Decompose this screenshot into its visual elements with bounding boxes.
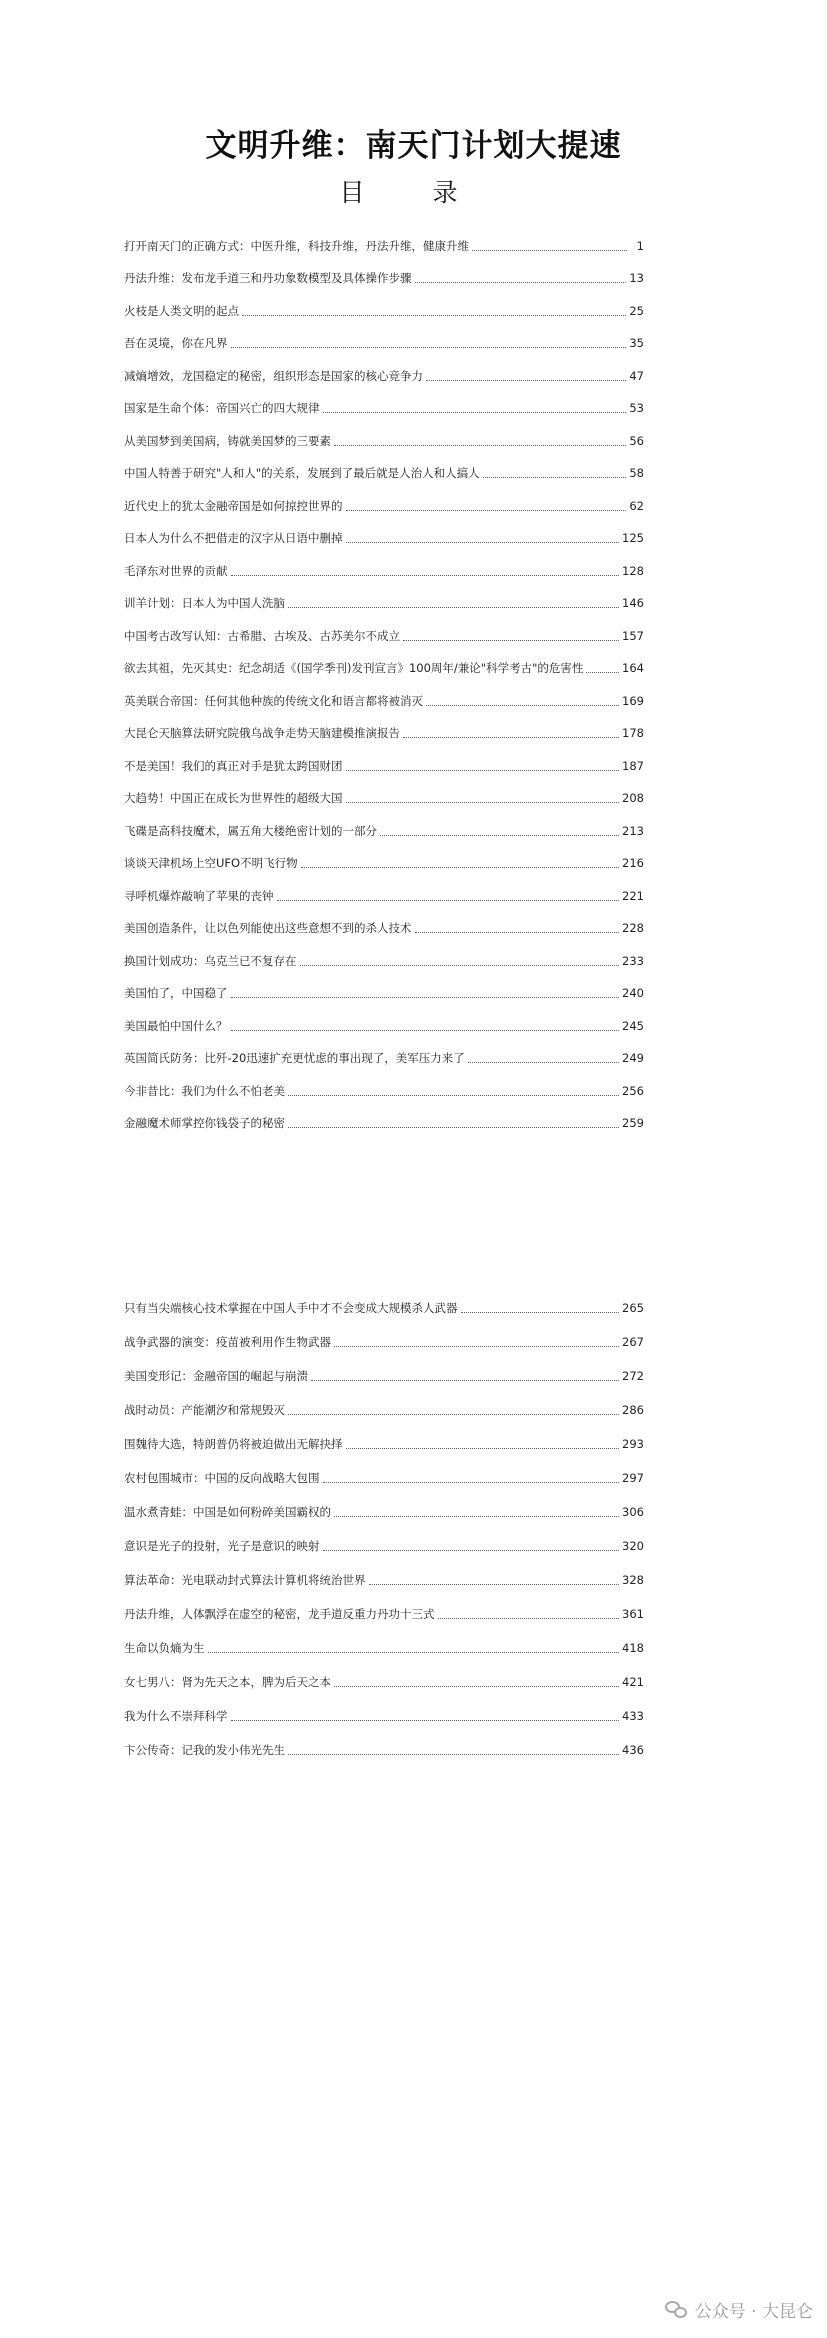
toc-entry-title: 打开南天门的正确方式：中医升维，科技升维，丹法升维，健康升维	[124, 238, 469, 253]
toc-entry-page: 13	[629, 271, 644, 285]
toc-entry-title: 战时动员：产能潮汐和常规毁灭	[124, 1403, 285, 1417]
toc-leader-dots	[472, 250, 627, 251]
toc-leader-dots	[426, 705, 619, 706]
toc-entry-page: 293	[622, 1437, 644, 1451]
toc-entry-title: 减熵增效，龙国稳定的秘密，组织形态是国家的核心竞争力	[124, 368, 423, 383]
toc-entry-page: 361	[622, 1607, 644, 1621]
toc-entry-title: 意识是光子的投射，光子是意识的映射	[124, 1539, 320, 1553]
watermark-text: 公众号 · 大昆仑	[694, 2302, 813, 2322]
toc-entry-title: 近代史上的犹太金融帝国是如何掠控世界的	[124, 498, 343, 513]
toc-leader-dots	[231, 347, 627, 348]
toc-entry[interactable]	[124, 1656, 644, 1690]
toc-entry[interactable]	[124, 1350, 644, 1384]
toc-entry-page: 421	[622, 1675, 644, 1689]
toc-leader-dots	[288, 1754, 619, 1755]
toc-entry-page: 433	[622, 1709, 644, 1723]
toc-entry-page: 228	[622, 921, 644, 935]
toc-entry-title: 吾在灵境，你在凡界	[124, 336, 228, 350]
toc-leader-dots	[415, 932, 620, 933]
toc-entry-title: 英国简氏防务：比歼-20迅速扩充更忧虑的事出现了，美军压力来了	[124, 1051, 465, 1065]
toc-entry-page: 436	[622, 1743, 644, 1757]
toc-entry-title: 美国最怕中国什么？	[124, 1018, 228, 1033]
toc-entry[interactable]	[124, 1384, 644, 1418]
toc-list-part2	[124, 1282, 644, 1758]
toc-entry[interactable]	[124, 969, 644, 1002]
toc-entry-title: 国家是生命个体：帝国兴亡的四大规律	[124, 401, 320, 415]
toc-leader-dots	[380, 835, 619, 836]
toc-entry-page: 240	[622, 986, 644, 1000]
toc-entry-title: 美国创造条件，让以色列能使出这些意想不到的杀人技术	[124, 921, 412, 935]
toc-entry-title: 训羊计划：日本人为中国人洗脑	[124, 596, 285, 610]
toc-entry-page: 245	[622, 1018, 644, 1033]
toc-leader-dots	[586, 672, 619, 673]
toc-entry-title: 欲去其祖，先灭其史：纪念胡适《(国学季刊)发刊宣言》100周年/兼论"科学考古"的危害性	[124, 661, 584, 675]
toc-heading: 目 录	[339, 178, 488, 207]
toc-entry[interactable]	[124, 1034, 644, 1067]
toc-leader-dots	[311, 1380, 619, 1381]
toc-entry[interactable]	[124, 1316, 644, 1350]
toc-entry[interactable]	[124, 741, 644, 774]
toc-entry-title: 谈谈天津机场上空UFO不明飞行物	[124, 856, 298, 870]
toc-leader-dots	[346, 510, 627, 511]
toc-entry[interactable]	[124, 481, 644, 514]
toc-entry-page: 265	[622, 1301, 644, 1315]
toc-entry-title: 只有当尖端核心技术掌握在中国人手中才不会变成大规模杀人武器	[124, 1301, 458, 1315]
toc-entry[interactable]	[124, 1486, 644, 1520]
toc-entry-page: 1	[636, 238, 644, 253]
toc-entry-title: 围魏待大选，特朗普仍将被迫做出无解抉择	[124, 1437, 343, 1451]
toc-entry[interactable]	[124, 1099, 644, 1132]
toc-entry-page: 56	[629, 433, 644, 448]
toc-leader-dots	[346, 1448, 620, 1449]
toc-entry-title: 女七男八：肾为先天之本，脾为后天之本	[124, 1675, 331, 1689]
toc-leader-dots	[300, 965, 620, 966]
toc-entry-page: 328	[622, 1573, 644, 1587]
toc-entry-title: 我为什么不崇拜科学	[124, 1709, 228, 1723]
toc-entry[interactable]	[124, 1588, 644, 1622]
toc-entry-page: 169	[622, 693, 644, 708]
toc-entry[interactable]	[124, 254, 644, 287]
toc-leader-dots	[288, 1127, 619, 1128]
toc-leader-dots	[369, 1584, 620, 1585]
toc-entry-page: 58	[629, 466, 644, 480]
toc-entry[interactable]	[124, 546, 644, 579]
toc-entry-page: 164	[622, 661, 644, 675]
toc-entry-page: 233	[622, 953, 644, 968]
toc-entry-page: 178	[622, 726, 644, 740]
toc-entry[interactable]	[124, 904, 644, 937]
toc-entry[interactable]	[124, 1554, 644, 1588]
toc-entry[interactable]	[124, 1066, 644, 1099]
toc-entry[interactable]	[124, 449, 644, 482]
toc-entry-page: 256	[622, 1083, 644, 1098]
toc-entry[interactable]	[124, 936, 644, 969]
toc-entry[interactable]	[124, 319, 644, 352]
toc-entry-page: 267	[622, 1335, 644, 1349]
toc-entry[interactable]	[124, 709, 644, 742]
toc-entry[interactable]	[124, 579, 644, 612]
toc-leader-dots	[334, 1346, 619, 1347]
toc-entry-title: 卞公传奇：记我的发小伟光先生	[124, 1743, 285, 1757]
toc-entry-page: 272	[622, 1369, 644, 1383]
toc-entry-page: 213	[622, 823, 644, 838]
toc-leader-dots	[231, 575, 620, 576]
toc-entry-title: 算法革命：光电联动封式算法计算机将统治世界	[124, 1573, 366, 1587]
toc-entry-title: 飞碟是高科技魔术，属五角大楼绝密计划的一部分	[124, 823, 377, 838]
toc-entry-page: 320	[622, 1539, 644, 1553]
wechat-icon	[665, 2298, 689, 2322]
toc-entry[interactable]	[124, 1520, 644, 1554]
toc-entry-page: 146	[622, 596, 644, 610]
toc-entry[interactable]	[124, 839, 644, 872]
toc-entry-title: 毛泽东对世界的贡献	[124, 563, 228, 578]
toc-entry-title: 火枝是人类文明的起点	[124, 303, 239, 318]
toc-entry-page: 187	[622, 758, 644, 773]
toc-entry-title: 战争武器的演变：疫苗被利用作生物武器	[124, 1335, 331, 1349]
toc-leader-dots	[415, 282, 627, 283]
toc-leader-dots	[461, 1312, 620, 1313]
toc-entry[interactable]	[124, 806, 644, 839]
toc-entry[interactable]	[124, 351, 644, 384]
toc-entry[interactable]	[124, 1452, 644, 1486]
toc-entry-page: 306	[622, 1505, 644, 1519]
toc-entry-page: 128	[622, 563, 644, 578]
toc-leader-dots	[242, 315, 626, 316]
toc-entry[interactable]	[124, 1690, 644, 1724]
toc-entry-title: 大昆仑天脑算法研究院俄乌战争走势天脑建模推演报告	[124, 726, 400, 740]
toc-entry-title: 生命以负熵为生	[124, 1641, 205, 1655]
toc-leader-dots	[346, 542, 620, 543]
toc-entry-page: 259	[622, 1116, 644, 1130]
toc-entry[interactable]	[124, 384, 644, 417]
toc-entry-page: 53	[629, 401, 644, 415]
toc-entry-page: 47	[629, 368, 644, 383]
toc-leader-dots	[438, 1618, 620, 1619]
toc-leader-dots	[208, 1652, 620, 1653]
toc-leader-dots	[468, 1062, 619, 1063]
toc-leader-dots	[323, 1550, 620, 1551]
toc-leader-dots	[483, 477, 627, 478]
toc-entry-page: 221	[622, 888, 644, 903]
watermark	[665, 2297, 813, 2322]
toc-leader-dots	[288, 1414, 619, 1415]
toc-leader-dots	[403, 737, 619, 738]
toc-entry-title: 从美国梦到美国病，铸就美国梦的三要素	[124, 433, 331, 448]
toc-entry[interactable]	[124, 1418, 644, 1452]
toc-leader-dots	[231, 1720, 620, 1721]
toc-entry[interactable]	[124, 611, 644, 644]
toc-entry-page: 286	[622, 1403, 644, 1417]
page-title: 文明升维：南天门计划大提速	[205, 128, 622, 164]
toc-entry[interactable]	[124, 416, 644, 449]
toc-entry[interactable]	[124, 1622, 644, 1656]
toc-entry-title: 温水煮青蛙：中国是如何粉碎美国霸权的	[124, 1505, 331, 1519]
toc-entry-title: 丹法升维：发布龙手道三和丹功象数模型及具体操作步骤	[124, 271, 412, 285]
toc-entry-page: 35	[629, 336, 644, 350]
toc-entry[interactable]	[124, 286, 644, 319]
toc-leader-dots	[334, 445, 626, 446]
toc-entry-page: 62	[629, 498, 644, 513]
toc-entry[interactable]	[124, 1282, 644, 1316]
toc-entry[interactable]	[124, 774, 644, 807]
toc-entry-title: 中国人特善于研究"人和人"的关系，发展到了最后就是人治人和人搞人	[124, 466, 480, 480]
toc-leader-dots	[346, 802, 620, 803]
toc-entry-page: 249	[622, 1051, 644, 1065]
toc-leader-dots	[403, 640, 619, 641]
toc-leader-dots	[288, 607, 619, 608]
toc-list-part1	[124, 221, 644, 1131]
toc-leader-dots	[426, 380, 626, 381]
toc-leader-dots	[346, 770, 620, 771]
toc-entry-page: 25	[629, 303, 644, 318]
toc-entry-page: 216	[622, 856, 644, 870]
toc-leader-dots	[277, 900, 620, 901]
toc-entry-title: 今非昔比：我们为什么不怕老美	[124, 1083, 285, 1098]
toc-entry[interactable]	[124, 871, 644, 904]
toc-entry-title: 美国变形记：金融帝国的崛起与崩溃	[124, 1369, 308, 1383]
toc-entry-title: 中国考古改写认知：古希腊、古埃及、古苏美尔不成立	[124, 628, 400, 643]
toc-leader-dots	[231, 997, 620, 998]
toc-entry[interactable]	[124, 676, 644, 709]
toc-entry-title: 美国怕了，中国稳了	[124, 986, 228, 1000]
toc-leader-dots	[301, 867, 619, 868]
toc-leader-dots	[323, 1482, 620, 1483]
toc-entry-page: 208	[622, 791, 644, 805]
toc-entry[interactable]	[124, 1001, 644, 1034]
toc-entry-title: 大趋势！中国正在成长为世界性的超级大国	[124, 791, 343, 805]
toc-leader-dots	[231, 1030, 620, 1031]
toc-entry-page: 157	[622, 628, 644, 643]
toc-entry-title: 英美联合帝国：任何其他种族的传统文化和语言都将被消灭	[124, 693, 423, 708]
toc-entry-page: 418	[622, 1641, 644, 1655]
toc-entry-page: 125	[622, 531, 644, 545]
toc-leader-dots	[323, 412, 627, 413]
toc-entry-title: 农村包围城市：中国的反向战略大包围	[124, 1471, 320, 1485]
toc-entry-page: 297	[622, 1471, 644, 1485]
toc-entry-title: 金融魔术师掌控你钱袋子的秘密	[124, 1116, 285, 1130]
toc-entry-title: 不是美国！我们的真正对手是犹太跨国财团	[124, 758, 343, 773]
toc-entry[interactable]	[124, 1724, 644, 1758]
toc-entry[interactable]	[124, 514, 644, 547]
toc-leader-dots	[334, 1686, 619, 1687]
toc-entry-title: 寻呼机爆炸敲响了苹果的丧钟	[124, 888, 274, 903]
toc-entry-title: 换国计划成功：乌克兰已不复存在	[124, 953, 297, 968]
toc-entry[interactable]	[124, 221, 644, 254]
toc-entry-title: 丹法升维，人体飘浮在虚空的秘密，龙手道反重力丹功十三式	[124, 1607, 435, 1621]
toc-leader-dots	[288, 1095, 619, 1096]
toc-entry-title: 日本人为什么不把借走的汉字从日语中删掉	[124, 531, 343, 545]
toc-entry[interactable]	[124, 644, 644, 677]
toc-leader-dots	[334, 1516, 619, 1517]
